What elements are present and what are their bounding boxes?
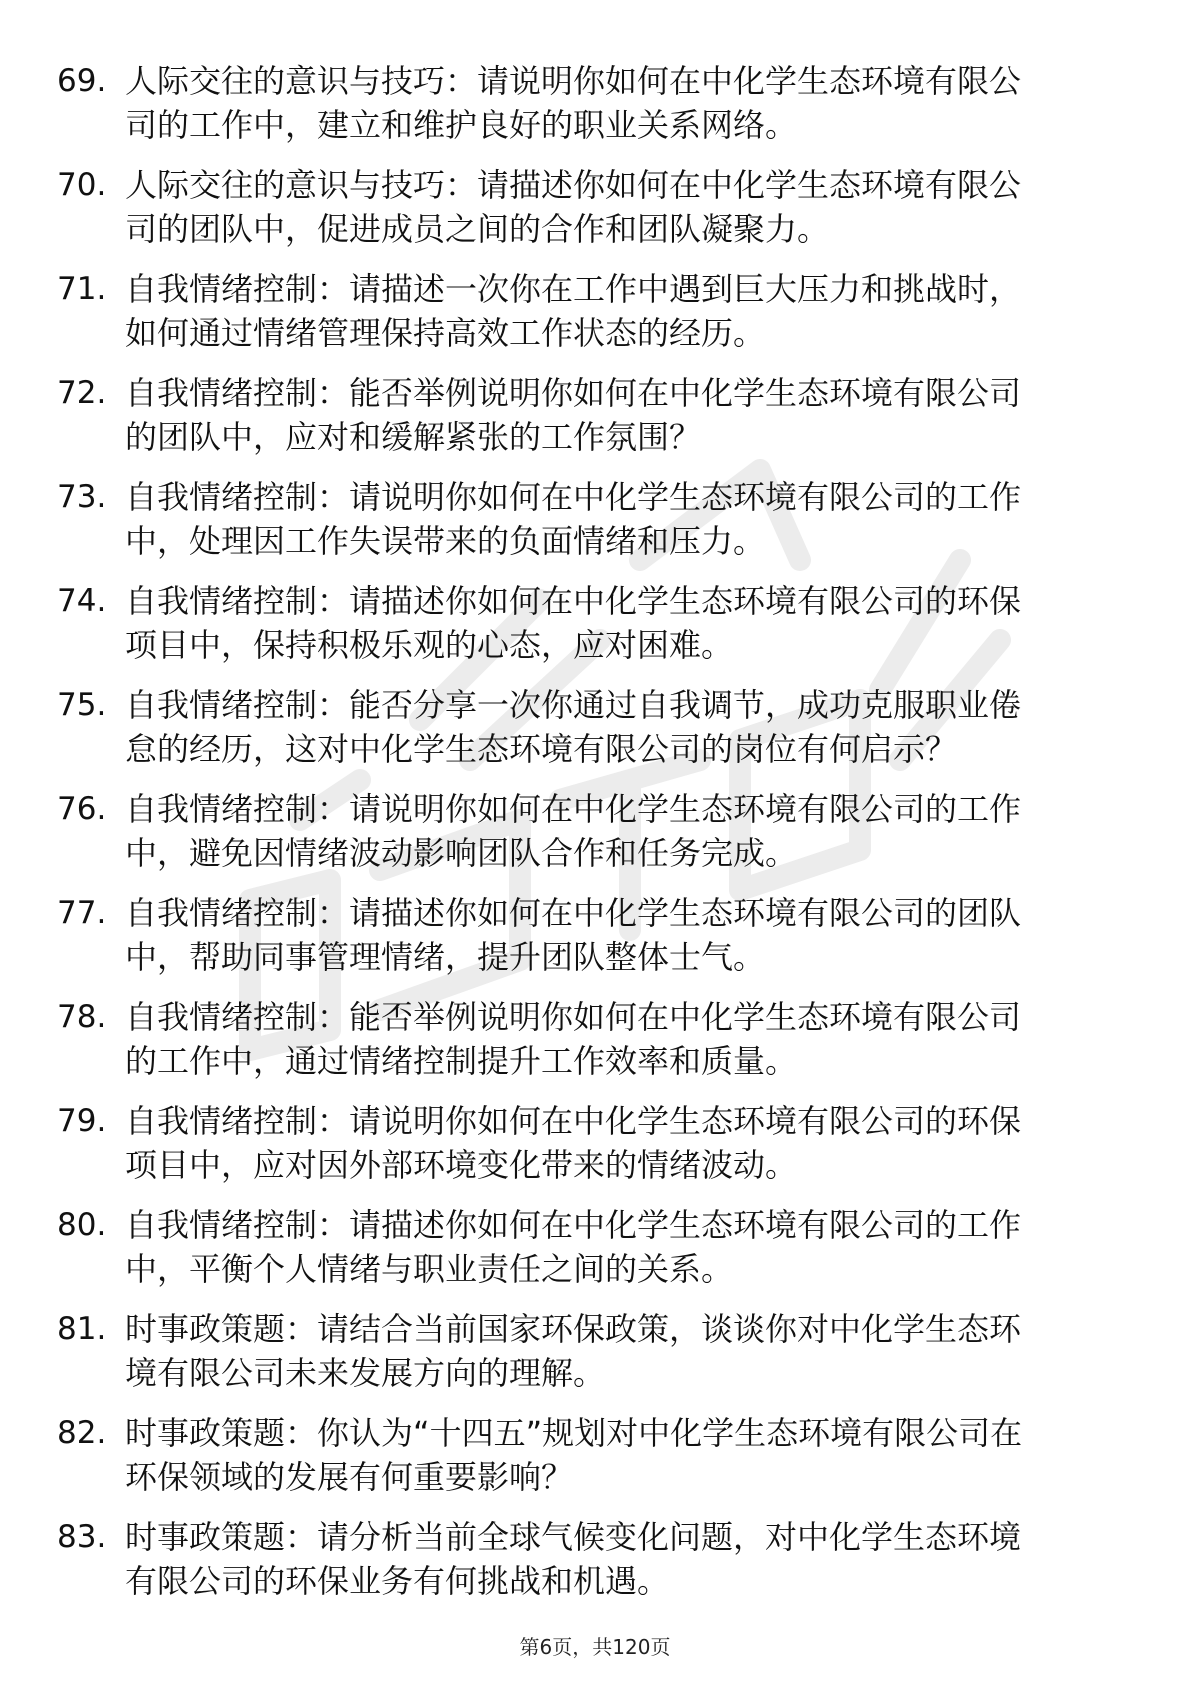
question-text-line-2: 司的工作中，建立和维护良好的职业关系网络。 bbox=[125, 106, 798, 144]
question-text-line-2: 如何通过情绪管理保持高效工作状态的经历。 bbox=[125, 314, 766, 352]
question-number: 72. bbox=[57, 375, 107, 411]
question-item-72 bbox=[0, 362, 1190, 466]
question-text-line-1: 时事政策题：请分析当前全球气候变化问题，对中化学生态环境 bbox=[125, 1518, 1022, 1556]
question-text-line-1: 人际交往的意识与技巧：请说明你如何在中化学生态环境有限公 bbox=[125, 62, 1022, 100]
question-text-line-2: 中，处理因工作失误带来的负面情绪和压力。 bbox=[125, 522, 766, 560]
question-number: 79. bbox=[57, 1103, 107, 1139]
question-number: 77. bbox=[57, 895, 107, 931]
question-text-line-1: 自我情绪控制：能否举例说明你如何在中化学生态环境有限公司 bbox=[125, 998, 1022, 1036]
question-text-line-1: 自我情绪控制：请说明你如何在中化学生态环境有限公司的工作 bbox=[125, 478, 1022, 516]
question-text-line-1: 自我情绪控制：请描述你如何在中化学生态环境有限公司的团队 bbox=[125, 894, 1022, 932]
question-text-line-1: 自我情绪控制：能否举例说明你如何在中化学生态环境有限公司 bbox=[125, 374, 1022, 412]
question-list bbox=[0, 50, 1190, 1610]
question-item-73 bbox=[0, 466, 1190, 570]
question-item-78 bbox=[0, 986, 1190, 1090]
question-item-75 bbox=[0, 674, 1190, 778]
question-text-line-1: 时事政策题：你认为“十四五”规划对中化学生态环境有限公司在 bbox=[125, 1414, 1023, 1452]
question-text-line-2: 中，帮助同事管理情绪，提升团队整体士气。 bbox=[125, 938, 766, 976]
question-number: 70. bbox=[57, 167, 107, 203]
question-number: 80. bbox=[57, 1207, 107, 1243]
question-text-line-2: 有限公司的环保业务有何挑战和机遇。 bbox=[125, 1562, 670, 1600]
question-text-line-2: 项目中，应对因外部环境变化带来的情绪波动。 bbox=[125, 1146, 798, 1184]
question-text-line-1: 自我情绪控制：请说明你如何在中化学生态环境有限公司的工作 bbox=[125, 790, 1022, 828]
question-text-line-1: 自我情绪控制：能否分享一次你通过自我调节，成功克服职业倦 bbox=[125, 686, 1022, 724]
question-text-line-2: 境有限公司未来发展方向的理解。 bbox=[125, 1354, 606, 1392]
question-number: 81. bbox=[57, 1311, 107, 1347]
question-text-line-1: 自我情绪控制：请描述一次你在工作中遇到巨大压力和挑战时， bbox=[125, 270, 1022, 308]
question-item-81 bbox=[0, 1298, 1190, 1402]
question-item-69 bbox=[0, 50, 1190, 154]
question-number: 78. bbox=[57, 999, 107, 1035]
question-item-77 bbox=[0, 882, 1190, 986]
question-item-76 bbox=[0, 778, 1190, 882]
question-text-line-2: 的团队中，应对和缓解紧张的工作氛围？ bbox=[125, 418, 702, 456]
question-text-line-2: 环保领域的发展有何重要影响？ bbox=[125, 1458, 574, 1496]
question-number: 69. bbox=[57, 63, 107, 99]
page-footer bbox=[0, 1633, 1190, 1661]
question-text-line-2: 的工作中，通过情绪控制提升工作效率和质量。 bbox=[125, 1042, 798, 1080]
question-number: 75. bbox=[57, 687, 107, 723]
question-number: 73. bbox=[57, 479, 107, 515]
question-number: 74. bbox=[57, 583, 107, 619]
question-number: 71. bbox=[57, 271, 107, 307]
question-item-83 bbox=[0, 1506, 1190, 1610]
question-item-79 bbox=[0, 1090, 1190, 1194]
question-number: 82. bbox=[57, 1415, 107, 1451]
question-text-line-2: 中，避免因情绪波动影响团队合作和任务完成。 bbox=[125, 834, 798, 872]
question-text-line-1: 自我情绪控制：请描述你如何在中化学生态环境有限公司的工作 bbox=[125, 1206, 1022, 1244]
question-number: 83. bbox=[57, 1519, 107, 1555]
question-text-line-2: 中，平衡个人情绪与职业责任之间的关系。 bbox=[125, 1250, 734, 1288]
question-text-line-1: 时事政策题：请结合当前国家环保政策，谈谈你对中化学生态环 bbox=[125, 1310, 1022, 1348]
question-text-line-2: 怠的经历，这对中化学生态环境有限公司的岗位有何启示？ bbox=[125, 730, 958, 768]
question-item-71 bbox=[0, 258, 1190, 362]
question-item-82 bbox=[0, 1402, 1190, 1506]
question-number: 76. bbox=[57, 791, 107, 827]
question-item-80 bbox=[0, 1194, 1190, 1298]
question-text-line-2: 项目中，保持积极乐观的心态，应对困难。 bbox=[125, 626, 734, 664]
question-text-line-1: 人际交往的意识与技巧：请描述你如何在中化学生态环境有限公 bbox=[125, 166, 1022, 204]
question-text-line-2: 司的团队中，促进成员之间的合作和团队凝聚力。 bbox=[125, 210, 830, 248]
question-item-70 bbox=[0, 154, 1190, 258]
page-number-label: 第6页，共120页 bbox=[519, 1635, 671, 1659]
question-text-line-1: 自我情绪控制：请说明你如何在中化学生态环境有限公司的环保 bbox=[125, 1102, 1022, 1140]
question-text-line-1: 自我情绪控制：请描述你如何在中化学生态环境有限公司的环保 bbox=[125, 582, 1022, 620]
question-item-74 bbox=[0, 570, 1190, 674]
